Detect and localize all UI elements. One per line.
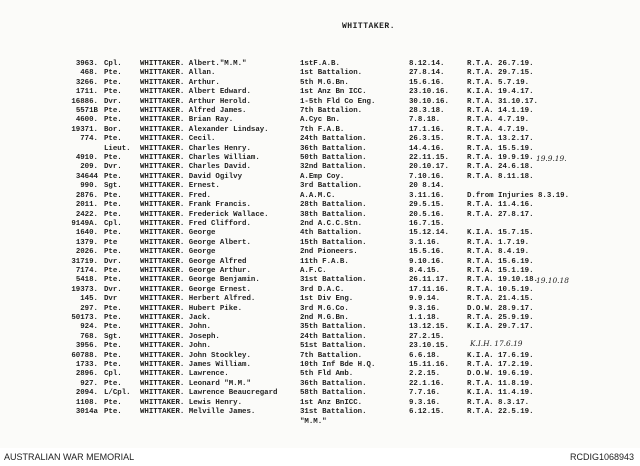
enlistment-date: 9.10.16. <box>409 257 445 266</box>
service-number: 31719. <box>71 257 98 266</box>
unit: 3rd Battalion. <box>300 182 363 191</box>
unit: 24th Battalion. <box>300 332 367 341</box>
rank: Pte. <box>104 398 122 407</box>
unit: 36th Battalion. <box>300 379 367 388</box>
member-name: WHITTAKER. Charles David. <box>140 163 251 172</box>
rank: Dvr <box>104 295 118 304</box>
service-number: 2422. <box>75 210 98 219</box>
table-row <box>0 239 640 248</box>
fate: R.T.A. 8.3.17. <box>467 398 530 407</box>
nominal-roll-list <box>0 60 640 417</box>
unit: 3rd D.A.C. <box>300 285 345 294</box>
fate: R.T.A. 15.1.19. <box>467 266 534 275</box>
enlistment-date: 27.8.14. <box>409 69 445 78</box>
service-number: 774. <box>80 135 98 144</box>
service-number: 19371. <box>71 125 98 134</box>
enlistment-date: 13.12.15. <box>409 323 449 332</box>
service-number: 50173. <box>71 313 98 322</box>
rank: Cpl. <box>104 60 122 68</box>
fate: R.T.A. 19.9.19. <box>467 154 534 163</box>
fate: R.T.A. 25.9.19. <box>467 313 534 322</box>
unit: 32nd Battalion. <box>300 163 367 172</box>
table-row <box>0 126 640 135</box>
member-name: WHITTAKER. Charles Henry. <box>140 144 251 153</box>
rank: Pte. <box>104 313 122 322</box>
service-number: 9149A. <box>71 219 98 228</box>
member-name: WHITTAKER. John. <box>140 323 211 332</box>
enlistment-date: 9.3.16. <box>409 304 441 313</box>
unit: 35th Battalion. <box>300 323 367 332</box>
margin-note: K.I.H. 17.6.19 <box>470 339 523 349</box>
unit: 36th Battalion. <box>300 144 367 153</box>
rank: Bor. <box>104 125 122 134</box>
member-name: WHITTAKER. Herbert Alfred. <box>140 295 256 304</box>
service-number: 1640. <box>75 229 98 238</box>
table-row <box>0 352 640 361</box>
service-number: 19373. <box>71 285 98 294</box>
service-number: 60788. <box>71 351 98 360</box>
unit: 31st Battalion. <box>300 276 367 285</box>
service-number: 3266. <box>75 78 98 87</box>
service-number: 2026. <box>75 248 98 257</box>
fate: R.T.A. 4.7.19. <box>467 125 530 134</box>
rank: Pte. <box>104 248 122 257</box>
service-number: 145. <box>80 295 98 304</box>
unit: 5th Fld Amb. <box>300 370 354 379</box>
service-number: 1733. <box>75 361 98 369</box>
enlistment-date: 17.11.16. <box>409 285 449 294</box>
table-row <box>0 145 640 154</box>
rank: Pte. <box>104 266 122 275</box>
member-name: WHITTAKER. Allan. <box>140 69 216 78</box>
enlistment-date: 29.5.15. <box>409 201 445 210</box>
enlistment-date: 15.5.16. <box>409 248 445 257</box>
enlistment-date: 15.11.16. <box>409 361 449 369</box>
unit: 15th Battalion. <box>300 238 367 247</box>
fate: R.T.A. 8.11.18. <box>467 172 534 181</box>
enlistment-date: 28.3.18. <box>409 107 445 116</box>
unit: 7th Battalion. <box>300 351 363 360</box>
unit: 2nd A.C.C.Stn. <box>300 219 363 228</box>
service-number: 34644 <box>75 172 98 181</box>
member-name: WHITTAKER. Alexander Lindsay. <box>140 125 269 134</box>
enlistment-date: 3.11.16. <box>409 191 445 200</box>
rank: Pte. <box>104 191 122 200</box>
unit: 10th Inf Bde H.Q. <box>300 361 376 369</box>
member-name: WHITTAKER. Arthur Herold. <box>140 97 251 106</box>
rank: Dvr. <box>104 163 122 172</box>
service-number: 2011. <box>75 201 98 210</box>
service-number: 468. <box>80 69 98 78</box>
service-number: 16886. <box>71 97 98 106</box>
unit: 11th F.A.B. <box>300 257 349 266</box>
rank: Pte. <box>104 154 122 163</box>
enlistment-date: 26.3.15. <box>409 135 445 144</box>
table-row <box>0 389 640 398</box>
service-number: 927. <box>80 379 98 388</box>
rank: Pte. <box>104 107 122 116</box>
enlistment-date: 15.6.16. <box>409 78 445 87</box>
service-number: 4910. <box>75 154 98 163</box>
rank: Pte. <box>104 69 122 78</box>
member-name: WHITTAKER. Frank Francis. <box>140 201 251 210</box>
member-name: WHITTAKER. Lawrence. <box>140 370 229 379</box>
enlistment-date: 8.4.15. <box>409 266 441 275</box>
table-row <box>0 182 640 191</box>
table-row <box>0 60 640 69</box>
rank: Pte. <box>104 342 122 351</box>
member-name: WHITTAKER. Albert."M.M." <box>140 60 247 68</box>
table-row <box>0 333 640 342</box>
table-row <box>0 116 640 125</box>
enlistment-date: 7.7.16. <box>409 389 441 398</box>
service-number: 2094. <box>75 389 98 398</box>
enlistment-date: 6.12.15. <box>409 408 445 417</box>
member-name: WHITTAKER. Joseph. <box>140 332 220 341</box>
member-name: WHITTAKER. Lawrence Beaucregard <box>140 389 278 398</box>
table-row <box>0 163 640 172</box>
member-name: WHITTAKER. George Albert. <box>140 238 251 247</box>
member-name: WHITTAKER. George <box>140 229 216 238</box>
member-name: WHITTAKER. Ernest. <box>140 182 220 191</box>
rank: Pte. <box>104 116 122 125</box>
service-number: 5418. <box>75 276 98 285</box>
fate: R.T.A. 22.5.19. <box>467 408 534 417</box>
service-number: 7174. <box>75 266 98 275</box>
enlistment-date: 8.12.14. <box>409 60 445 68</box>
table-row <box>0 286 640 295</box>
table-row <box>0 314 640 323</box>
member-name: WHITTAKER. George Arthur. <box>140 266 251 275</box>
rank: Dvr. <box>104 97 122 106</box>
member-name: WHITTAKER. David Ogilvy <box>140 172 243 181</box>
member-name: WHITTAKER. James William. <box>140 361 251 369</box>
rank: Pte. <box>104 304 122 313</box>
unit: 3rd M.G.Co. <box>300 304 349 313</box>
handwritten-note: 19.9.19. <box>536 154 567 164</box>
unit: 1st Anz Bn ICC. <box>300 88 367 97</box>
table-row <box>0 276 640 285</box>
member-name: WHITTAKER. John Stockley. <box>140 351 251 360</box>
table-row <box>0 154 640 163</box>
rank: Dvr. <box>104 257 122 266</box>
table-row <box>0 79 640 88</box>
unit: 28th Battalion. <box>300 201 367 210</box>
enlistment-date: 23.10.15. <box>409 342 449 351</box>
table-row <box>0 220 640 229</box>
fate: R.T.A. 11.8.19. <box>467 379 534 388</box>
fate: D.from Injuries 8.3.19. <box>467 191 570 200</box>
member-name: WHITTAKER. George Alfred <box>140 257 247 266</box>
member-name: WHITTAKER. Albert Edward. <box>140 88 251 97</box>
enlistment-date: 14.4.16. <box>409 144 445 153</box>
unit: 24th Battalion. <box>300 135 367 144</box>
fate: R.T.A. 19.10.18. <box>467 276 538 285</box>
table-row <box>0 107 640 116</box>
enlistment-date: 22.1.16. <box>409 379 445 388</box>
enlistment-date: 15.12.14. <box>409 229 449 238</box>
fate: R.T.A. 24.6.18. <box>467 163 534 172</box>
rank: Pte. <box>104 323 122 332</box>
service-number: 4600. <box>75 116 98 125</box>
rank: Cpl. <box>104 219 122 228</box>
table-row <box>0 88 640 97</box>
table-row <box>0 267 640 276</box>
fate: D.O.W. 19.6.19. <box>467 370 534 379</box>
member-name: WHITTAKER. Arthur. <box>140 78 220 87</box>
enlistment-date: 9.9.14. <box>409 295 441 304</box>
fate: R.T.A. 5.7.19. <box>467 78 530 87</box>
rank: Pte. <box>104 78 122 87</box>
fate: R.T.A. 10.5.19. <box>467 285 534 294</box>
enlistment-date: 20 8.14. <box>409 182 445 191</box>
unit: 5th M.G.Bn. <box>300 78 349 87</box>
table-row <box>0 305 640 314</box>
rank: Lieut. <box>104 144 131 153</box>
table-row <box>0 135 640 144</box>
unit: 50th Battalion. <box>300 154 367 163</box>
unit: 2nd M.G.Bn. <box>300 313 349 322</box>
unit: 1st Battalion. <box>300 69 363 78</box>
enlistment-date: 7.8.18. <box>409 116 441 125</box>
table-row <box>0 323 640 332</box>
fate: R.T.A. 14.1.19. <box>467 107 534 116</box>
fate: K.I.A. 15.7.15. <box>467 229 534 238</box>
fate: R.T.A. 8.4.19. <box>467 248 530 257</box>
unit: A.Emp Coy. <box>300 172 345 181</box>
member-name: WHITTAKER. Cecil. <box>140 135 216 144</box>
fate: R.T.A. 4.7.19. <box>467 116 530 125</box>
service-number: 2896. <box>75 370 98 379</box>
rank: Pte. <box>104 135 122 144</box>
unit: A.F.C. <box>300 266 327 275</box>
fate: R.T.A. 1.7.19. <box>467 238 530 247</box>
unit: A.Cyc Bn. <box>300 116 340 125</box>
unit: 31st Battalion. <box>300 408 367 417</box>
rank: Sgt. <box>104 332 122 341</box>
table-row <box>0 98 640 107</box>
rank: Sgt. <box>104 182 122 191</box>
member-name: WHITTAKER. Fred. <box>140 191 211 200</box>
service-number: 3956. <box>75 342 98 351</box>
fate: R.T.A. 29.7.15. <box>467 69 534 78</box>
member-name: WHITTAKER. John. <box>140 342 211 351</box>
unit: 38th Battalion. <box>300 210 367 219</box>
record-id: RCDIG1068943 <box>569 452 634 462</box>
table-row <box>0 370 640 379</box>
rank: Pte <box>104 238 118 247</box>
table-row <box>0 295 640 304</box>
rank: Pte. <box>104 210 122 219</box>
service-number: 2876. <box>75 191 98 200</box>
rank: Pte. <box>104 172 122 181</box>
enlistment-date: 23.10.16. <box>409 88 449 97</box>
unit: 51st Battalion. <box>300 342 367 351</box>
unit: 4th Battalion. <box>300 229 363 238</box>
member-name: WHITTAKER. Leonard "M.M." <box>140 379 251 388</box>
table-row <box>0 229 640 238</box>
fate: R.T.A. 21.4.15. <box>467 295 534 304</box>
fate: R.T.A. 17.2.19. <box>467 361 534 369</box>
rank: Pte. <box>104 229 122 238</box>
member-name: WHITTAKER. Melville James. <box>140 408 256 417</box>
table-row <box>0 248 640 257</box>
rank: Pte. <box>104 408 122 417</box>
enlistment-date: 6.6.18. <box>409 351 441 360</box>
rank: Pte. <box>104 201 122 210</box>
unit: 7th F.A.B. <box>300 125 345 134</box>
fate: K.I.A. 11.4.19. <box>467 389 534 398</box>
rank: Pte. <box>104 276 122 285</box>
enlistment-date: 17.1.16. <box>409 125 445 134</box>
rank: Pte. <box>104 88 122 97</box>
member-name: WHITTAKER. Charles William. <box>140 154 260 163</box>
enlistment-date: 9.3.16. <box>409 398 441 407</box>
fate: D.O.W. 28.9.17. <box>467 304 534 313</box>
fate: R.T.A. 15.6.19. <box>467 257 534 266</box>
service-number: 1379. <box>75 238 98 247</box>
unit: 58th Battalion. <box>300 389 367 398</box>
member-name: WHITTAKER. Brian Ray. <box>140 116 234 125</box>
fate: K.I.A. 29.7.17. <box>467 323 534 332</box>
enlistment-date: 22.11.15. <box>409 154 449 163</box>
fate: R.T.A. 11.4.16. <box>467 201 534 210</box>
member-name: WHITTAKER. Lewis Henry. <box>140 398 243 407</box>
member-name: WHITTAKER. George <box>140 248 216 257</box>
unit: 2nd Pioneers. <box>300 248 358 257</box>
member-name: WHITTAKER. Fred Clifford. <box>140 219 251 228</box>
rank: Dvr. <box>104 285 122 294</box>
member-name: WHITTAKER. George Ernest. <box>140 285 251 294</box>
enlistment-date: 7.10.16. <box>409 172 445 181</box>
fate: K.I.A. 19.4.17. <box>467 88 534 97</box>
enlistment-date: 20.5.16. <box>409 210 445 219</box>
enlistment-date: 3.1.16. <box>409 238 441 247</box>
enlistment-date: 16.7.15. <box>409 219 445 228</box>
table-row <box>0 192 640 201</box>
service-number: 924. <box>80 323 98 332</box>
surname-header: WHITTAKER. <box>342 22 396 31</box>
enlistment-date: 20.10.17. <box>409 163 449 172</box>
fate: K.I.A. 17.6.19. <box>467 351 534 360</box>
service-number: 1108. <box>75 398 98 407</box>
table-row <box>0 173 640 182</box>
table-row <box>0 380 640 389</box>
unit: 1-5th Fld Co Eng. <box>300 97 376 106</box>
unit: 1stF.A.B. <box>300 60 340 68</box>
rank: Pte. <box>104 361 122 369</box>
service-number: 3014a <box>75 408 98 417</box>
service-number: 768. <box>80 332 98 341</box>
enlistment-date: 26.11.17. <box>409 276 449 285</box>
fate: R.T.A. 31.10.17. <box>467 97 538 106</box>
member-name: WHITTAKER. George Benjamin. <box>140 276 260 285</box>
enlistment-date: 1.1.18. <box>409 313 441 322</box>
enlistment-date: 30.10.16. <box>409 97 449 106</box>
service-number: 5571B <box>75 107 98 116</box>
unit: A.A.M.C. <box>300 191 336 200</box>
fate: R.T.A. 13.2.17. <box>467 135 534 144</box>
member-name: WHITTAKER. Hubert Pike. <box>140 304 243 313</box>
table-row <box>0 399 640 408</box>
enlistment-date: 27.2.15. <box>409 332 445 341</box>
rank: Pte. <box>104 351 122 360</box>
table-row <box>0 361 640 370</box>
table-row <box>0 201 640 210</box>
enlistment-date: 2.2.15. <box>409 370 441 379</box>
unit: 7th Battalion. <box>300 107 363 116</box>
service-number: 990. <box>80 182 98 191</box>
fate: R.T.A. 15.5.19. <box>467 144 534 153</box>
fate: R.T.A. 26.7.19. <box>467 60 534 68</box>
service-number: 3963. <box>75 60 98 68</box>
table-row <box>0 69 640 78</box>
rank: L/Cpl. <box>104 389 131 398</box>
rank: Cpl. <box>104 370 122 379</box>
footer-strip <box>0 448 640 466</box>
fate: R.T.A. 27.8.17. <box>467 210 534 219</box>
service-number: 1711. <box>75 88 98 97</box>
table-row <box>0 339 640 351</box>
member-name: WHITTAKER. Frederick Wallace. <box>140 210 269 219</box>
table-row <box>0 211 640 220</box>
member-name: WHITTAKER. Jack. <box>140 313 211 322</box>
unit: 1st Anz BnICC. <box>300 398 363 407</box>
archive-name: AUSTRALIAN WAR MEMORIAL <box>4 452 135 462</box>
rank: Pte. <box>104 379 122 388</box>
table-row <box>0 258 640 267</box>
service-number: 297. <box>80 304 98 313</box>
footer-quote: "M.M." <box>300 418 327 426</box>
member-name: WHITTAKER. Alfred James. <box>140 107 247 116</box>
unit: 1st Div Eng. <box>300 295 354 304</box>
handwritten-note: 19.10.18 <box>536 276 569 286</box>
table-row <box>0 408 640 417</box>
service-number: 209. <box>80 163 98 172</box>
